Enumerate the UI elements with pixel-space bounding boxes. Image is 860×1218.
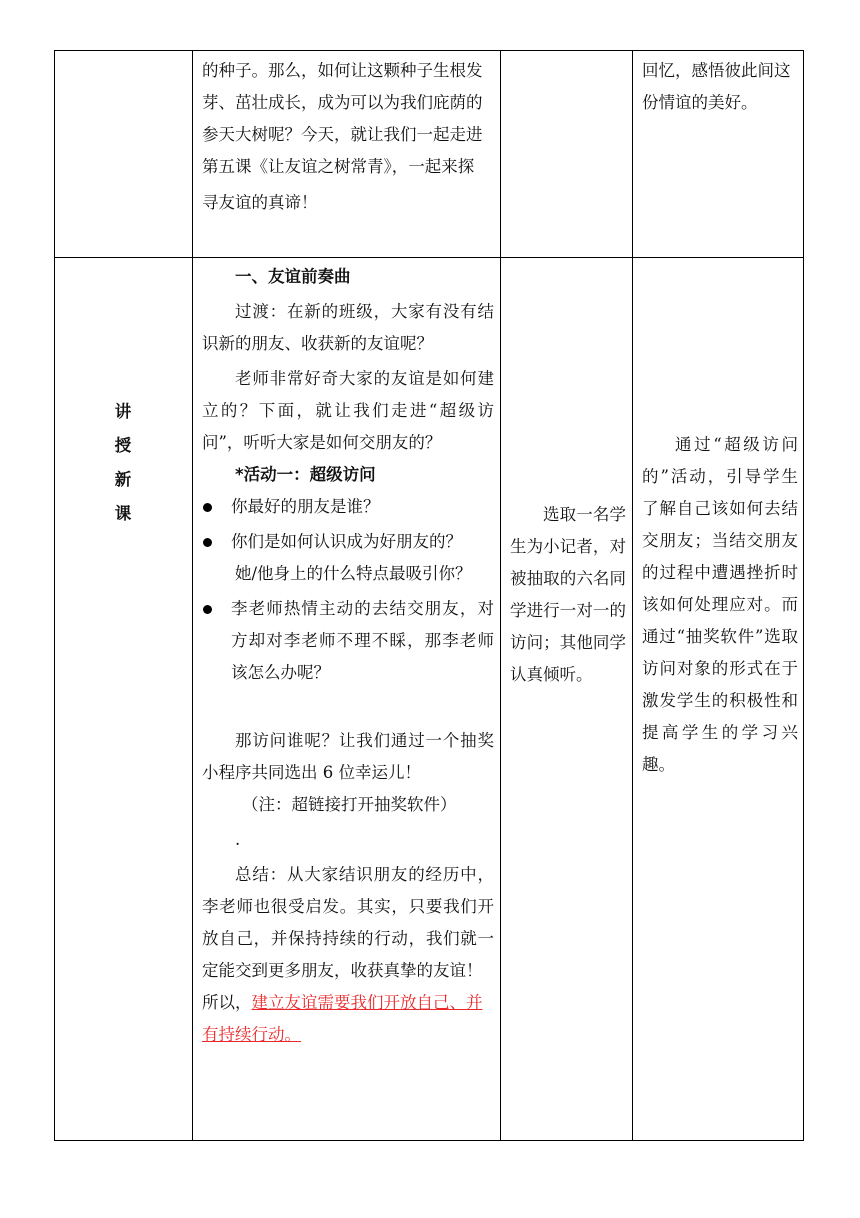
section-char: 课 (114, 504, 132, 523)
summary-text: 总结：从大家结识朋友的经历中，李老师也很受启发。其实，只要我们开放自己，并保持持续的行动，我们就一定能交到更多朋友，收获真挚的友谊！ (202, 865, 494, 980)
dot-line: . (235, 830, 241, 849)
interview-text: 那访问谁呢？让我们通过一个抽奖小程序共同选出 6 位幸运儿！ (202, 731, 494, 782)
key-point-highlight: 建立友谊需要我们开放自己、并有持续行动。 (202, 993, 483, 1044)
curiosity-text: 老师非常好奇大家的友谊是如何建立的？下面，就让我们走进“超级访问”，听听大家是如何交朋友的？ (202, 369, 494, 452)
question-continuation: 她/他身上的什么特点最吸引你？ (235, 564, 472, 583)
question-text: 你们是如何认识成为好朋友的？ (231, 532, 462, 551)
activity-title: *活动一：超级访问 (235, 465, 376, 484)
question-text: 你最好的朋友是谁？ (231, 497, 380, 516)
note-text: （注：超链接打开抽奖软件） (242, 795, 457, 814)
student-activity-cell (510, 499, 626, 691)
section-char: 讲 (114, 402, 132, 421)
row-divider (55, 257, 803, 258)
content-line: 第五课《让友谊之树常青》，一起来探 (202, 157, 475, 176)
section-char: 新 (114, 470, 132, 489)
summary-conclusion (202, 987, 494, 1051)
question-bullet (202, 526, 494, 558)
question-bullet (202, 491, 494, 523)
student-activity-text: 选取一名学生为小记者，对被抽取的六名同学进行一对一的访问；其他同学认真倾听。 (510, 505, 626, 684)
content-line: 寻友谊的真谛！ (202, 193, 318, 212)
lesson-plan-table (54, 50, 804, 1141)
column-divider (500, 51, 501, 1140)
question-bullet (202, 593, 494, 689)
teaching-content-cell (202, 261, 494, 1051)
design-intent-text: 通过“超级访问的”活动，引导学生了解自己该如何去结交朋友；当结交朋友的过程中遭遇挫折时该如何处理应对。而通过“抽奖软件”选取访问对象的形式在于激发学生的积极性和提高学生的学习兴趣。 (642, 435, 798, 774)
section-heading: 一、友谊前奏曲 (235, 267, 351, 286)
content-line: 芽、茁壮成长，成为可以为我们庇荫的 (202, 93, 483, 112)
content-line: 参天大树呢？今天，就让我们一起走进 (202, 125, 483, 144)
bullet-dot (203, 538, 212, 547)
question-text: 李老师热情主动的去结交朋友，对方却对李老师不理不睬，那李老师该怎么办呢？ (231, 599, 494, 682)
row1-content-cell (202, 55, 494, 219)
content-line: 的种子。那么，如何让这颗种子生根发 (202, 61, 483, 80)
column-divider (192, 51, 193, 1140)
section-char: 授 (114, 436, 132, 455)
intent-line: 回忆，感悟彼此间这 (642, 61, 791, 80)
transition-text: 过渡：在新的班级，大家有没有结识新的朋友、收获新的友谊呢？ (202, 302, 494, 353)
design-intent-cell (642, 429, 798, 781)
bullet-dot (203, 605, 212, 614)
row1-intent-cell (642, 55, 802, 119)
intent-line: 份情谊的美好。 (642, 93, 758, 112)
bullet-dot (203, 503, 212, 512)
summary-prefix: 所以， (202, 993, 252, 1012)
column-divider (632, 51, 633, 1140)
